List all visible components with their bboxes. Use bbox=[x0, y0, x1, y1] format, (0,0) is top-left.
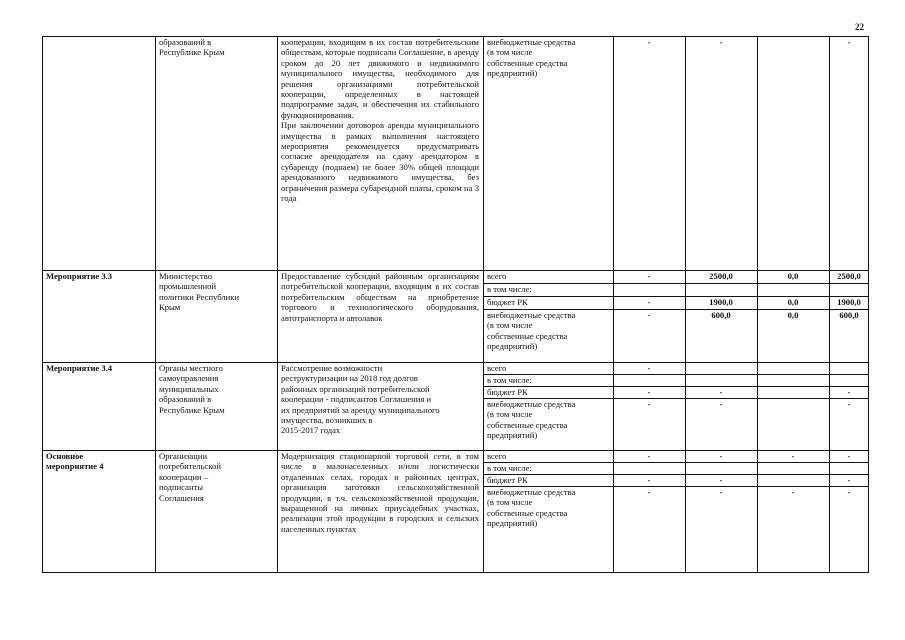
amount-cell: - bbox=[647, 310, 651, 320]
funding-source-label: всего bbox=[487, 271, 507, 281]
funding-source-label: бюджет РК bbox=[487, 297, 528, 307]
table-rule bbox=[483, 36, 484, 270]
table-rule bbox=[42, 362, 43, 450]
measure-description: Рассмотрение возможности реструктуризации на 2018 год долгов районных организаций потребительской кооперации - подписантов Соглашения и их предприятий за аренду муниципального имущества, возникших в 2015-2017 годах bbox=[281, 363, 440, 436]
measure-description: Модернизация стационарной торговой сети, в том числе в малонаселенных и/или логистически отдаленных селах, городах и районных центрах, организация заготовки сельскохозяйственной продукции, в т.ч. сельскохозяйственной продукции, выращенной на личных приусадебных участках, реализация этой продукции в городских и сельских населенных пунктах bbox=[281, 451, 479, 534]
table-rule bbox=[685, 450, 686, 572]
table-rule bbox=[613, 270, 614, 362]
amount-cell: - bbox=[847, 451, 851, 461]
table-rule bbox=[483, 270, 484, 362]
table-rule bbox=[155, 362, 156, 450]
funding-source-label: внебюджетные средства (в том числе собственные средства предприятий) bbox=[487, 487, 576, 529]
amount-cell: - bbox=[847, 399, 851, 409]
funding-source-label: внебюджетные средства (в том числе собственные средства предприятий) bbox=[487, 310, 576, 352]
amount-cell: - bbox=[847, 475, 851, 485]
amount-cell: 0,0 bbox=[787, 297, 799, 307]
table-rule bbox=[42, 450, 43, 572]
amount-cell: - bbox=[647, 271, 651, 281]
amount-cell: 1900,0 bbox=[709, 297, 733, 307]
table-rule bbox=[829, 36, 830, 270]
amount-cell: - bbox=[791, 451, 795, 461]
amount-cell: - bbox=[719, 399, 723, 409]
measure-description: Предоставление субсидий районным организациям потребительской кооперации, входящим в их состав потребительским обществам на приобретение торгового и технологического оборудования, автотранспорта и автолавок bbox=[281, 271, 479, 323]
funding-source bbox=[483, 474, 613, 486]
amount-cell: 600,0 bbox=[711, 310, 731, 320]
table-rule bbox=[277, 450, 278, 572]
table-rule bbox=[757, 36, 758, 270]
table-rule bbox=[155, 36, 156, 270]
table-rule bbox=[757, 270, 758, 362]
table-rule bbox=[613, 362, 614, 450]
table-rule bbox=[829, 450, 830, 572]
page-number: 22 bbox=[855, 22, 864, 32]
table-rule bbox=[483, 362, 484, 450]
responsible-executor: Органы местного самоуправления муниципальных образований в Республике Крым bbox=[159, 363, 225, 415]
amount-cell: - bbox=[647, 363, 651, 373]
table-rule bbox=[868, 450, 869, 572]
table-rule bbox=[42, 362, 869, 363]
funding-source-label: бюджет РК bbox=[487, 387, 528, 397]
table-rule bbox=[483, 283, 869, 284]
table-rule bbox=[277, 270, 278, 362]
funding-source bbox=[483, 462, 613, 474]
table-rule bbox=[155, 450, 156, 572]
table-rule bbox=[685, 36, 686, 270]
funding-source-label: в том числе: bbox=[487, 463, 532, 473]
table-rule bbox=[483, 309, 869, 310]
funding-source bbox=[483, 283, 613, 296]
funding-source bbox=[483, 398, 613, 450]
table-rule bbox=[483, 450, 484, 572]
amount-cell: - bbox=[647, 387, 651, 397]
amount-cell: - bbox=[719, 387, 723, 397]
funding-sources bbox=[483, 362, 613, 450]
amount-cell: - bbox=[719, 451, 723, 461]
table-row bbox=[42, 36, 869, 270]
table-rule bbox=[42, 270, 43, 362]
amount-cell: - bbox=[719, 487, 723, 497]
amount-cell: - bbox=[847, 387, 851, 397]
funding-source bbox=[483, 386, 613, 398]
table-row bbox=[42, 450, 869, 572]
funding-source-label: внебюджетные средства (в том числе собственные средства предприятий) bbox=[487, 37, 576, 79]
responsible-executor: Министерство промышленной политики Республики Крым bbox=[159, 271, 240, 313]
table-rule bbox=[483, 296, 869, 297]
measure-name: Основное мероприятие 4 bbox=[46, 451, 104, 472]
measure-name: Мероприятие 3.4 bbox=[46, 363, 113, 373]
amount-cell: - bbox=[647, 297, 651, 307]
measure-description: кооперации, входящим в их состав потребительским обществам, которые подписали Соглашение, в аренду сроком до 20 лет движимого и недвижимого муниципального имущества, необходимого для решения организациями потребительской кооперации, определенных в настоящей подпрограмме задач, и обеспечения их стабильного функционирования. При заключении договоров аренды муниципального имущества в рамках выполнения настоящего мероприятия рекомендуется предусматривать согласие арендодателя на сдачу арендатором в субаренду (поднаем) не более 30% общей площади арендованного недвижимого имущества, без ограничения размера субарендной платы, сроком на 3 года bbox=[281, 37, 479, 204]
funding-source-label: всего bbox=[487, 451, 507, 461]
amount-cell: 600,0 bbox=[839, 310, 859, 320]
table-row bbox=[42, 362, 869, 450]
table-rule bbox=[483, 474, 869, 475]
funding-source-label: в том числе: bbox=[487, 375, 532, 385]
table-rule bbox=[757, 362, 758, 450]
table-rule bbox=[829, 270, 830, 362]
table-rule bbox=[277, 36, 278, 270]
responsible-executor: Организации потребительской кооперации – подписанты Соглашения bbox=[159, 451, 221, 503]
funding-source bbox=[483, 362, 613, 374]
table-rule bbox=[483, 386, 869, 387]
amount-cell: - bbox=[719, 37, 723, 47]
table-rule bbox=[613, 450, 614, 572]
funding-source bbox=[483, 374, 613, 386]
amount-cell: - bbox=[647, 37, 651, 47]
amount-cell: - bbox=[791, 487, 795, 497]
funding-source-label: всего bbox=[487, 363, 507, 373]
amount-cell: - bbox=[647, 475, 651, 485]
funding-source-label: внебюджетные средства (в том числе собственные средства предприятий) bbox=[487, 399, 576, 441]
funding-source bbox=[483, 296, 613, 309]
measure-name: Мероприятие 3.3 bbox=[46, 271, 113, 281]
funding-sources bbox=[483, 36, 613, 270]
table-rule bbox=[42, 36, 43, 270]
table-rule bbox=[42, 270, 869, 271]
amount-cell: 2500,0 bbox=[837, 271, 861, 281]
table-rule bbox=[685, 270, 686, 362]
table-rule bbox=[483, 374, 869, 375]
amount-cell: - bbox=[647, 451, 651, 461]
funding-source-label: бюджет РК bbox=[487, 475, 528, 485]
table-rule bbox=[868, 270, 869, 362]
amount-cell: - bbox=[719, 475, 723, 485]
table-rule bbox=[829, 362, 830, 450]
funding-source bbox=[483, 450, 613, 462]
amount-cell: 1900,0 bbox=[837, 297, 861, 307]
table-rule bbox=[613, 36, 614, 270]
funding-source bbox=[483, 36, 613, 270]
amount-cell: 0,0 bbox=[787, 271, 799, 281]
responsible-executor: образований в Республике Крым bbox=[159, 37, 225, 58]
table-rule bbox=[483, 462, 869, 463]
table-rule bbox=[685, 362, 686, 450]
measure-name bbox=[42, 36, 155, 270]
table-rule bbox=[42, 36, 869, 37]
table-rule bbox=[277, 362, 278, 450]
amount-cell: - bbox=[647, 399, 651, 409]
table-rule bbox=[868, 362, 869, 450]
amount-cell: 0,0 bbox=[787, 310, 799, 320]
table-rule bbox=[42, 572, 869, 573]
funding-sources bbox=[483, 450, 613, 572]
table-rule bbox=[757, 450, 758, 572]
table-rule bbox=[483, 486, 869, 487]
table-rule bbox=[42, 450, 869, 451]
amount-cell: - bbox=[647, 487, 651, 497]
table-rule bbox=[155, 270, 156, 362]
amount-cell: 2500,0 bbox=[709, 271, 733, 281]
funding-source bbox=[483, 270, 613, 283]
funding-source bbox=[483, 309, 613, 362]
table-rule bbox=[868, 36, 869, 270]
funding-source-label: в том числе: bbox=[487, 284, 532, 294]
amount-cell: - bbox=[847, 487, 851, 497]
amount-cell: - bbox=[847, 37, 851, 47]
funding-source bbox=[483, 486, 613, 572]
table-rule bbox=[483, 398, 869, 399]
